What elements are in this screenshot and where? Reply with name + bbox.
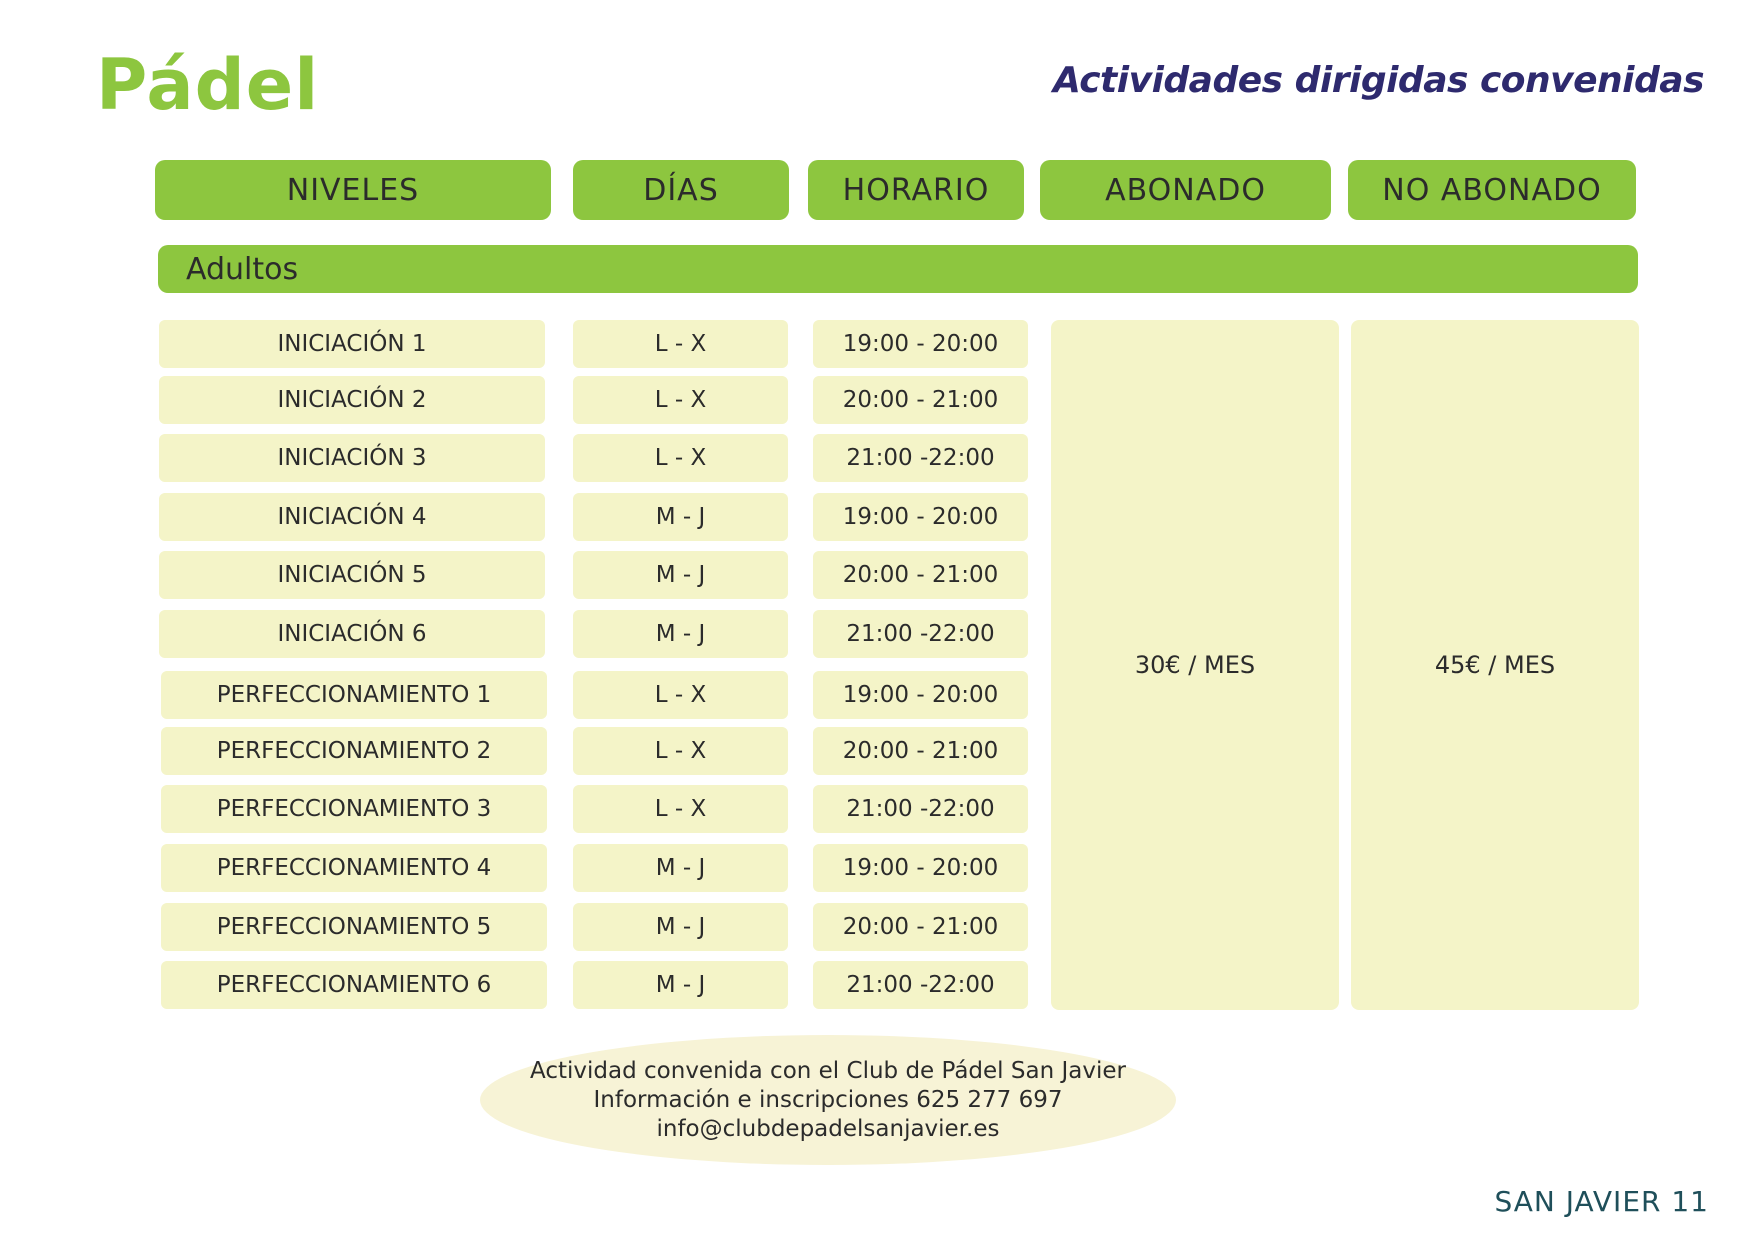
dias-cell: M - J [573,493,788,541]
page-title: Pádel [96,44,320,126]
dias-cell: L - X [573,320,788,368]
horario-cell: 19:00 - 20:00 [813,493,1028,541]
horario-cell: 21:00 -22:00 [813,610,1028,658]
header-niveles: NIVELES [155,160,551,220]
info-line-phone: Información e inscripciones 625 277 697 [593,1086,1063,1113]
header-horario: HORARIO [808,160,1024,220]
section-label: Adultos [186,251,299,287]
nivel-cell: PERFECCIONAMIENTO 5 [161,903,547,951]
horario-cell: 20:00 - 21:00 [813,376,1028,424]
nivel-cell: PERFECCIONAMIENTO 4 [161,844,547,892]
horario-cell: 21:00 -22:00 [813,434,1028,482]
info-box [480,1035,1176,1165]
nivel-cell: PERFECCIONAMIENTO 2 [161,727,547,775]
horario-cell: 21:00 -22:00 [813,785,1028,833]
price-abonado: 30€ / MES [1051,320,1339,1010]
nivel-cell: INICIACIÓN 1 [159,320,545,368]
dias-cell: M - J [573,551,788,599]
info-line-club: Actividad convenida con el Club de Pádel San Javier [530,1057,1126,1084]
horario-cell: 21:00 -22:00 [813,961,1028,1009]
dias-cell: M - J [573,844,788,892]
section-bar-adultos [158,245,1638,293]
horario-cell: 20:00 - 21:00 [813,727,1028,775]
header-abonado: ABONADO [1040,160,1331,220]
horario-cell: 19:00 - 20:00 [813,671,1028,719]
dias-cell: L - X [573,376,788,424]
info-line-email[interactable]: info@clubdepadelsanjavier.es [656,1115,1000,1142]
dias-cell: L - X [573,785,788,833]
dias-cell: M - J [573,610,788,658]
nivel-cell: PERFECCIONAMIENTO 1 [161,671,547,719]
page-footer: SAN JAVIER 11 [1494,1185,1709,1218]
nivel-cell: INICIACIÓN 2 [159,376,545,424]
horario-cell: 19:00 - 20:00 [813,844,1028,892]
nivel-cell: INICIACIÓN 4 [159,493,545,541]
header-no-abonado: NO ABONADO [1348,160,1636,220]
dias-cell: L - X [573,727,788,775]
horario-cell: 20:00 - 21:00 [813,903,1028,951]
horario-cell: 19:00 - 20:00 [813,320,1028,368]
price-no-abonado: 45€ / MES [1351,320,1639,1010]
dias-cell: L - X [573,671,788,719]
nivel-cell: PERFECCIONAMIENTO 3 [161,785,547,833]
dias-cell: M - J [573,961,788,1009]
horario-cell: 20:00 - 21:00 [813,551,1028,599]
nivel-cell: INICIACIÓN 3 [159,434,545,482]
nivel-cell: INICIACIÓN 5 [159,551,545,599]
dias-cell: M - J [573,903,788,951]
dias-cell: L - X [573,434,788,482]
page-subtitle: Actividades dirigidas convenidas [1052,60,1704,101]
header-dias: DÍAS [573,160,789,220]
nivel-cell: INICIACIÓN 6 [159,610,545,658]
nivel-cell: PERFECCIONAMIENTO 6 [161,961,547,1009]
